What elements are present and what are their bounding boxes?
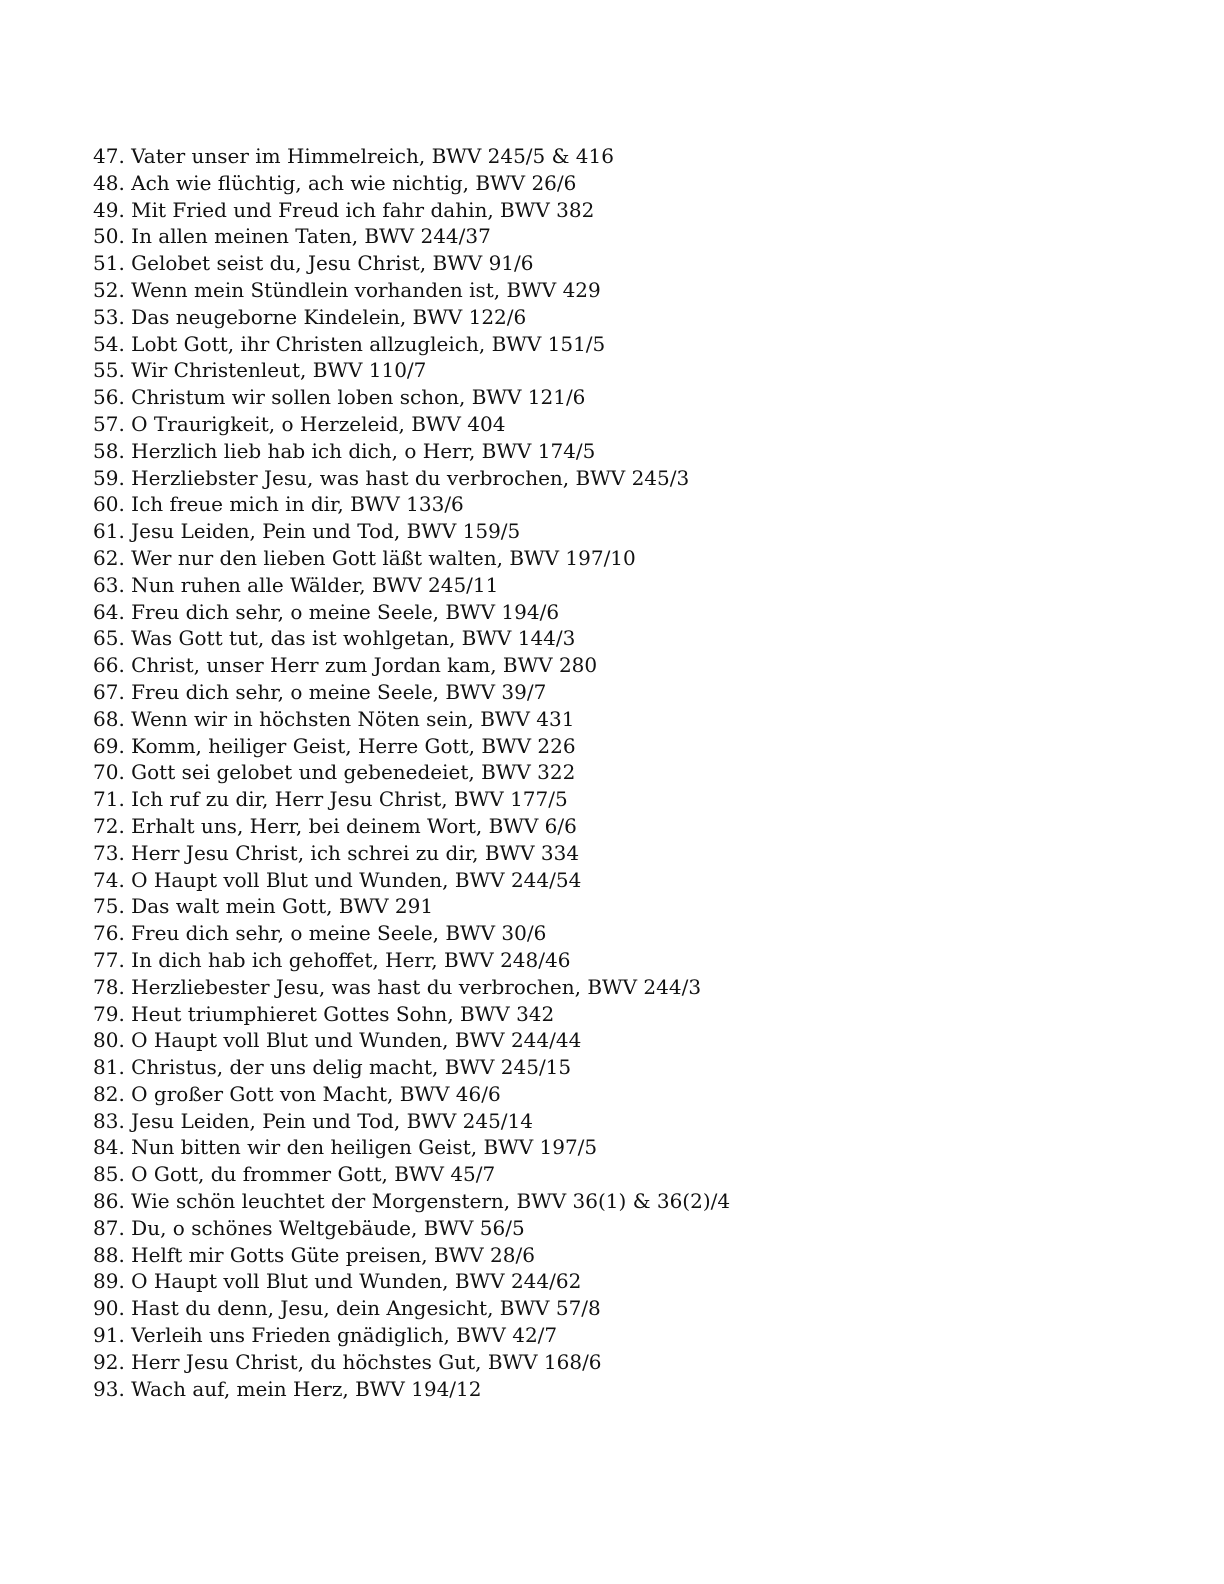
chorale-entry: 79. Heut triumphieret Gottes Sohn, BWV 342 (93, 1001, 555, 1026)
chorale-entry: 90. Hast du denn, Jesu, dein Angesicht, BWV 57/8 (93, 1296, 601, 1321)
chorale-entry: 87. Du, o schönes Weltgebäude, BWV 56/5 (93, 1215, 525, 1240)
chorale-entry: 53. Das neugeborne Kindelein, BWV 122/6 (93, 304, 527, 329)
chorale-entry: 84. Nun bitten wir den heiligen Geist, BWV 197/5 (93, 1135, 598, 1160)
chorale-entry: 81. Christus, der uns delig macht, BWV 245/15 (93, 1055, 572, 1080)
chorale-entry: 52. Wenn mein Stündlein vorhanden ist, BWV 429 (93, 277, 601, 302)
chorale-entry: 80. O Haupt voll Blut und Wunden, BWV 244/44 (93, 1028, 582, 1053)
chorale-entry: 77. In dich hab ich gehoffet, Herr, BWV 248/46 (93, 947, 571, 972)
chorale-entry: 57. O Traurigkeit, o Herzeleid, BWV 404 (93, 411, 506, 436)
chorale-entry: 54. Lobt Gott, ihr Christen allzugleich, BWV 151/5 (93, 331, 606, 356)
chorale-entry: 58. Herzlich lieb hab ich dich, o Herr, BWV 174/5 (93, 438, 596, 463)
chorale-entry: 66. Christ, unser Herr zum Jordan kam, BWV 280 (93, 653, 598, 678)
chorale-entry: 93. Wach auf, mein Herz, BWV 194/12 (93, 1376, 482, 1401)
chorale-entry: 51. Gelobet seist du, Jesu Christ, BWV 91/6 (93, 251, 534, 276)
chorale-list (93, 143, 730, 1402)
chorale-entry: 82. O großer Gott von Macht, BWV 46/6 (93, 1081, 501, 1106)
chorale-entry: 72. Erhalt uns, Herr, bei deinem Wort, BWV 6/6 (93, 813, 577, 838)
chorale-entry: 75. Das walt mein Gott, BWV 291 (93, 894, 434, 919)
chorale-entry: 92. Herr Jesu Christ, du höchstes Gut, BWV 168/6 (93, 1349, 602, 1374)
chorale-entry: 48. Ach wie flüchtig, ach wie nichtig, BWV 26/6 (93, 170, 577, 195)
chorale-entry: 71. Ich ruf zu dir, Herr Jesu Christ, BWV 177/5 (93, 787, 568, 812)
chorale-entry: 59. Herzliebster Jesu, was hast du verbrochen, BWV 245/3 (93, 465, 690, 490)
chorale-entry: 89. O Haupt voll Blut und Wunden, BWV 244/62 (93, 1269, 582, 1294)
chorale-entry: 67. Freu dich sehr, o meine Seele, BWV 39/7 (93, 679, 547, 704)
chorale-entry: 83. Jesu Leiden, Pein und Tod, BWV 245/14 (93, 1108, 533, 1133)
chorale-entry: 91. Verleih uns Frieden gnädiglich, BWV 42/7 (93, 1323, 558, 1348)
chorale-entry: 70. Gott sei gelobet und gebenedeiet, BWV 322 (93, 760, 576, 785)
chorale-entry: 56. Christum wir sollen loben schon, BWV 121/6 (93, 385, 586, 410)
chorale-entry: 76. Freu dich sehr, o meine Seele, BWV 30/6 (93, 921, 547, 946)
chorale-entry: 88. Helft mir Gotts Güte preisen, BWV 28/6 (93, 1242, 535, 1267)
chorale-entry: 61. Jesu Leiden, Pein und Tod, BWV 159/5 (93, 519, 521, 544)
chorale-entry: 62. Wer nur den lieben Gott läßt walten, BWV 197/10 (93, 545, 636, 570)
chorale-entry: 74. O Haupt voll Blut und Wunden, BWV 244/54 (93, 867, 582, 892)
chorale-entry: 47. Vater unser im Himmelreich, BWV 245/5 & 416 (93, 144, 614, 168)
chorale-entry: 60. Ich freue mich in dir, BWV 133/6 (93, 492, 464, 517)
chorale-entry: 65. Was Gott tut, das ist wohlgetan, BWV 144/3 (93, 626, 576, 651)
chorale-entry: 64. Freu dich sehr, o meine Seele, BWV 194/6 (93, 599, 560, 624)
chorale-entry: 78. Herzliebester Jesu, was hast du verbrochen, BWV 244/3 (93, 974, 702, 999)
chorale-entry: 85. O Gott, du frommer Gott, BWV 45/7 (93, 1162, 496, 1187)
chorale-entry: 68. Wenn wir in höchsten Nöten sein, BWV 431 (93, 706, 575, 731)
chorale-entry: 86. Wie schön leuchtet der Morgenstern, BWV 36(1) & 36(2)/4 (93, 1189, 731, 1214)
chorale-entry: 49. Mit Fried und Freud ich fahr dahin, BWV 382 (93, 197, 595, 222)
chorale-entry: 63. Nun ruhen alle Wälder, BWV 245/11 (93, 572, 499, 597)
chorale-entry: 55. Wir Christenleut, BWV 110/7 (93, 358, 427, 383)
chorale-entry: 73. Herr Jesu Christ, ich schrei zu dir, BWV 334 (93, 840, 580, 865)
chorale-entry: 69. Komm, heiliger Geist, Herre Gott, BWV 226 (93, 733, 576, 758)
chorale-entry: 50. In allen meinen Taten, BWV 244/37 (93, 224, 491, 249)
